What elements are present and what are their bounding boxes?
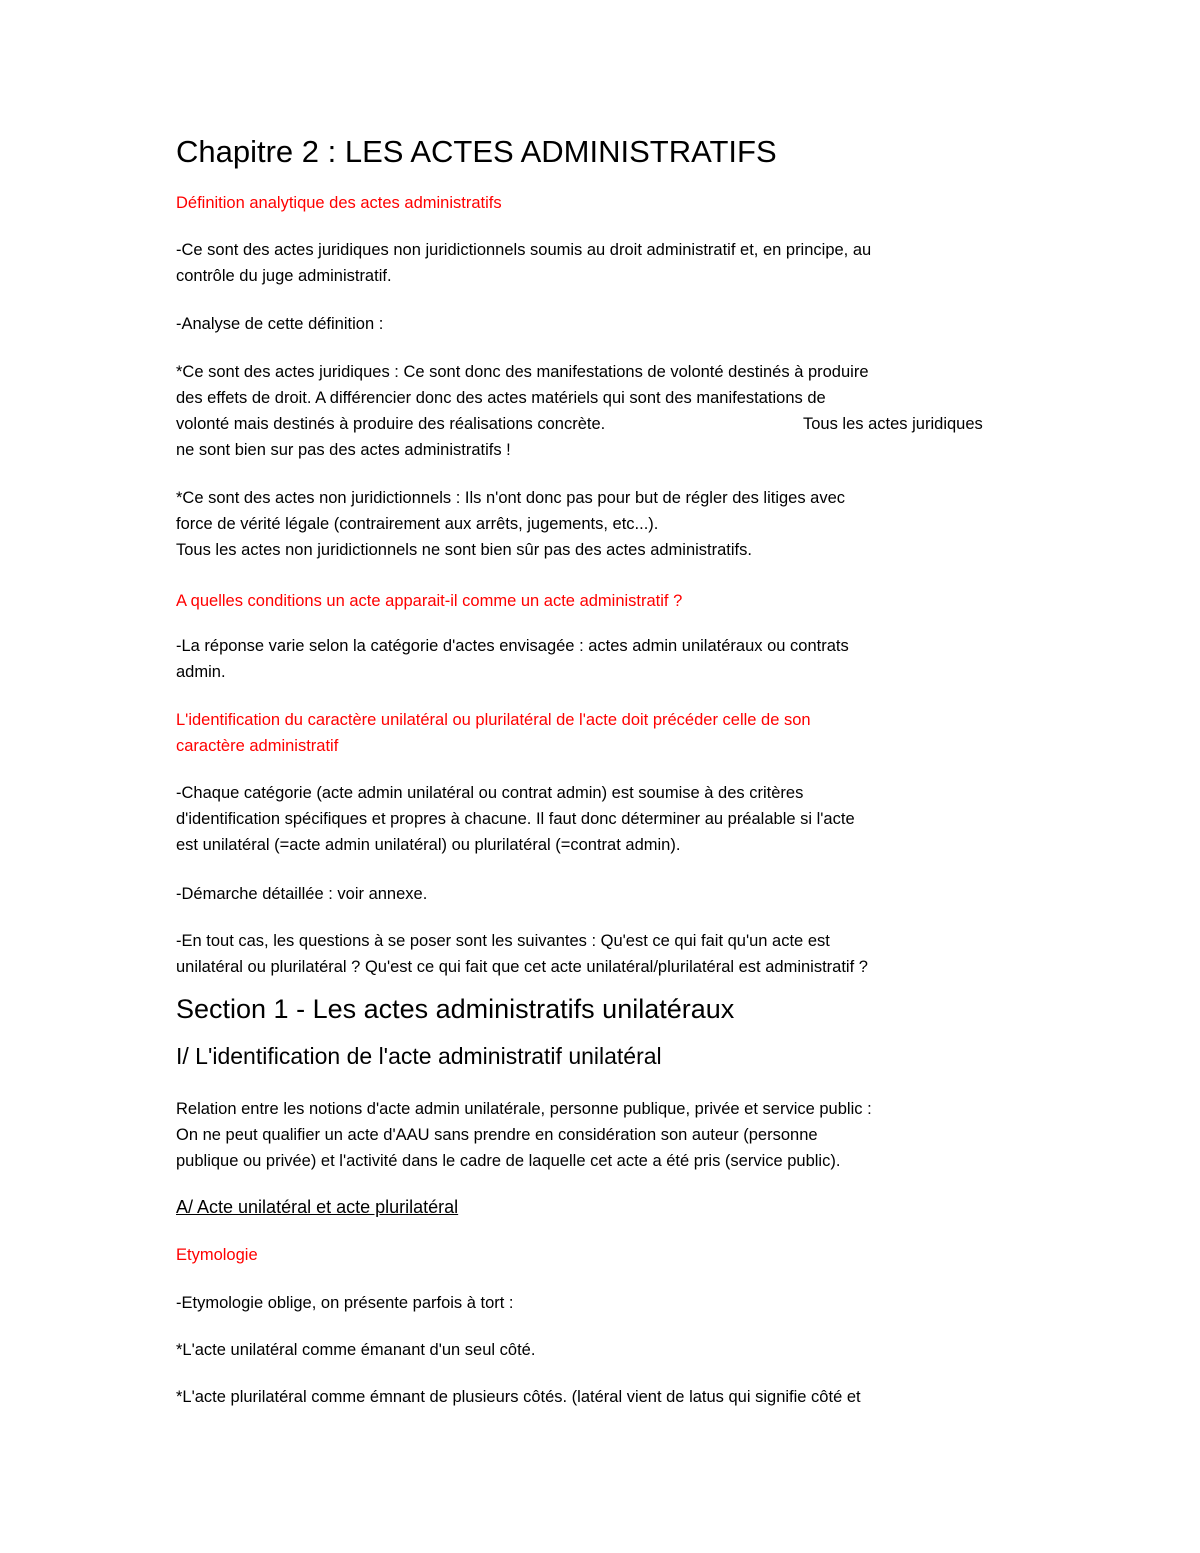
relation-line-3: publique ou privée) et l'activité dans le cadre de laquelle cet acte a été pris (service public). xyxy=(176,1152,841,1170)
definition-line-1: -Ce sont des actes juridiques non juridictionnels soumis au droit administratif et, en principe, au xyxy=(176,241,872,259)
juridiques-line-4: ne sont bien sur pas des actes administratifs ! xyxy=(176,441,511,459)
relation-paragraph xyxy=(176,1096,1036,1174)
categorie-line-2: d'identification spécifiques et propres à chacune. Il faut donc déterminer au préalable si l'acte xyxy=(176,810,855,828)
juridictionnels-line-3: Tous les actes non juridictionnels ne sont bien sûr pas des actes administratifs. xyxy=(176,541,752,559)
definition-paragraph xyxy=(176,237,1036,289)
identification-heading-line-2: caractère administratif xyxy=(176,737,339,755)
section-1-heading: Section 1 - Les actes administratifs unilatéraux xyxy=(176,994,735,1024)
analyse-line: -Analyse de cette définition : xyxy=(176,315,384,333)
definition-line-2: contrôle du juge administratif. xyxy=(176,267,392,285)
reponse-line-1: -La réponse varie selon la catégorie d'actes envisagée : actes admin unilatéraux ou contrats xyxy=(176,637,849,655)
juridiques-line-1: *Ce sont des actes juridiques : Ce sont donc des manifestations de volonté destinés à produire xyxy=(176,363,869,381)
juridiques-paragraph xyxy=(176,359,1036,463)
questions-line-1: -En tout cas, les questions à se poser sont les suivantes : Qu'est ce qui fait qu'un acte est xyxy=(176,932,830,950)
questions-line-2: unilatéral ou plurilatéral ? Qu'est ce qui fait que cet acte unilatéral/plurilatéral est administratif ? xyxy=(176,958,868,976)
juridictionnels-line-1: *Ce sont des actes non juridictionnels : Ils n'ont donc pas pour but de régler des litiges avec xyxy=(176,489,846,507)
juridictionnels-line-2: force de vérité légale (contrairement aux arrêts, jugements, etc...). xyxy=(176,515,659,533)
relation-line-1: Relation entre les notions d'acte admin unilatérale, personne publique, privée et service public : xyxy=(176,1100,872,1118)
definition-heading: Définition analytique des actes administratifs xyxy=(176,194,502,212)
relation-line-2: On ne peut qualifier un acte d'AAU sans prendre en considération son auteur (personne xyxy=(176,1126,818,1144)
juridiques-line-3-b: Tous les actes juridiques xyxy=(803,415,983,433)
etymologie-heading: Etymologie xyxy=(176,1246,258,1264)
questions-paragraph xyxy=(176,928,1036,980)
juridictionnels-paragraph xyxy=(176,485,1036,563)
juridiques-line-3-a: volonté mais destinés à produire des réalisations concrète. xyxy=(176,415,606,433)
categorie-line-1: -Chaque catégorie (acte admin unilatéral ou contrat admin) est soumise à des critères xyxy=(176,784,804,802)
juridiques-line-3 xyxy=(176,411,1036,437)
demarche-line: -Démarche détaillée : voir annexe. xyxy=(176,885,428,903)
conditions-heading: A quelles conditions un acte apparait-il comme un acte administratif ? xyxy=(176,592,683,610)
chapter-title: Chapitre 2 : LES ACTES ADMINISTRATIFS xyxy=(176,134,777,169)
juridiques-line-2: des effets de droit. A différencier donc des actes matériels qui sont des manifestations de xyxy=(176,389,826,407)
subsection-1-heading: I/ L'identification de l'acte administratif unilatéral xyxy=(176,1043,662,1069)
subsection-a-heading: A/ Acte unilatéral et acte plurilatéral xyxy=(176,1197,459,1217)
reponse-line-2: admin. xyxy=(176,663,226,681)
identification-heading xyxy=(176,707,1036,759)
identification-heading-line-1: L'identification du caractère unilatéral ou plurilatéral de l'acte doit précéder celle de son xyxy=(176,711,811,729)
categorie-line-3: est unilatéral (=acte admin unilatéral) ou plurilatéral (=contrat admin). xyxy=(176,836,681,854)
reponse-paragraph xyxy=(176,633,1036,685)
etymologie-text: -Etymologie oblige, on présente parfois à tort : xyxy=(176,1294,514,1312)
etymologie-item-2: *L'acte plurilatéral comme émnant de plusieurs côtés. (latéral vient de latus qui signifie côté et xyxy=(176,1388,861,1406)
categorie-paragraph xyxy=(176,780,1036,858)
etymologie-item-1: *L'acte unilatéral comme émanant d'un seul côté. xyxy=(176,1341,536,1359)
